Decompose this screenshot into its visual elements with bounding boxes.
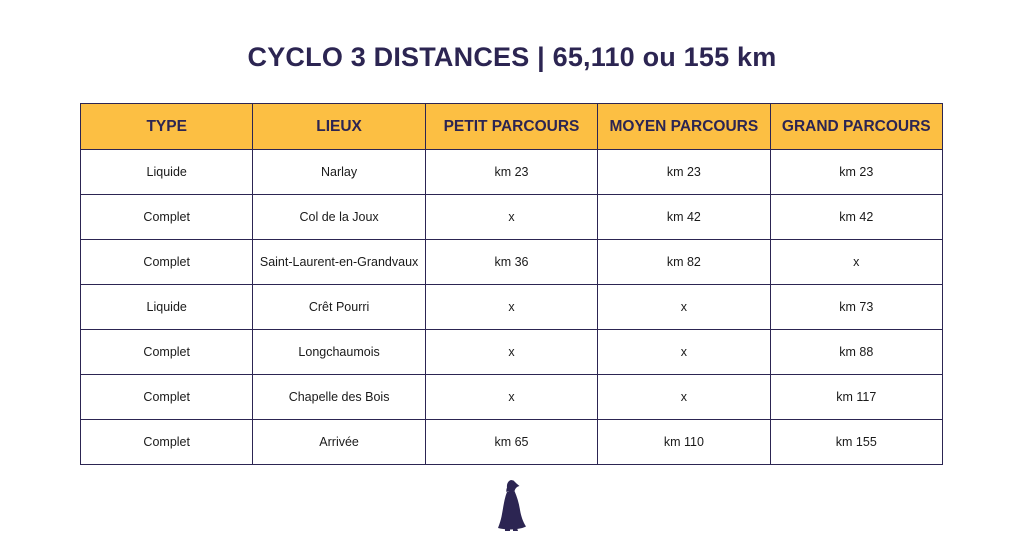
cell-type: Complet: [81, 375, 253, 420]
header-grand-parcours: GRAND PARCOURS: [770, 104, 942, 150]
table-header: [81, 104, 943, 150]
cell-petit: km 36: [425, 240, 597, 285]
cell-grand: km 42: [770, 195, 942, 240]
cell-moyen: km 23: [598, 150, 770, 195]
cell-moyen: km 42: [598, 195, 770, 240]
hooded-figure-silhouette-icon: [496, 478, 528, 532]
cell-lieu: Longchaumois: [253, 330, 425, 375]
header-type: TYPE: [81, 104, 253, 150]
cell-grand: x: [770, 240, 942, 285]
cell-lieu: Chapelle des Bois: [253, 375, 425, 420]
cell-type: Complet: [81, 420, 253, 465]
cell-petit: x: [425, 195, 597, 240]
cell-grand: km 88: [770, 330, 942, 375]
table-row: [81, 420, 943, 465]
cell-moyen: km 82: [598, 240, 770, 285]
header-row: [81, 104, 943, 150]
cell-lieu: Saint-Laurent-en-Grandvaux: [253, 240, 425, 285]
cell-lieu: Crêt Pourri: [253, 285, 425, 330]
header-moyen-parcours: MOYEN PARCOURS: [598, 104, 770, 150]
cell-lieu: Narlay: [253, 150, 425, 195]
cell-petit: x: [425, 330, 597, 375]
cell-grand: km 73: [770, 285, 942, 330]
table-body: [81, 150, 943, 465]
cell-moyen: x: [598, 285, 770, 330]
cell-type: Complet: [81, 240, 253, 285]
cell-type: Complet: [81, 195, 253, 240]
cell-type: Liquide: [81, 285, 253, 330]
table-row: [81, 375, 943, 420]
cell-petit: x: [425, 285, 597, 330]
table-row: [81, 285, 943, 330]
header-lieux: LIEUX: [253, 104, 425, 150]
cell-petit: km 65: [425, 420, 597, 465]
header-petit-parcours: PETIT PARCOURS: [425, 104, 597, 150]
cell-type: Complet: [81, 330, 253, 375]
cell-lieu: Arrivée: [253, 420, 425, 465]
cell-type: Liquide: [81, 150, 253, 195]
table-row: [81, 240, 943, 285]
cell-moyen: km 110: [598, 420, 770, 465]
table-row: [81, 195, 943, 240]
distances-table: [80, 103, 943, 465]
cell-grand: km 155: [770, 420, 942, 465]
cell-lieu: Col de la Joux: [253, 195, 425, 240]
cell-moyen: x: [598, 375, 770, 420]
page-title: CYCLO 3 DISTANCES | 65,110 ou 155 km: [247, 42, 777, 72]
cell-grand: km 23: [770, 150, 942, 195]
cell-grand: km 117: [770, 375, 942, 420]
cell-moyen: x: [598, 330, 770, 375]
cell-petit: km 23: [425, 150, 597, 195]
cell-petit: x: [425, 375, 597, 420]
table-row: [81, 330, 943, 375]
table-row: [81, 150, 943, 195]
